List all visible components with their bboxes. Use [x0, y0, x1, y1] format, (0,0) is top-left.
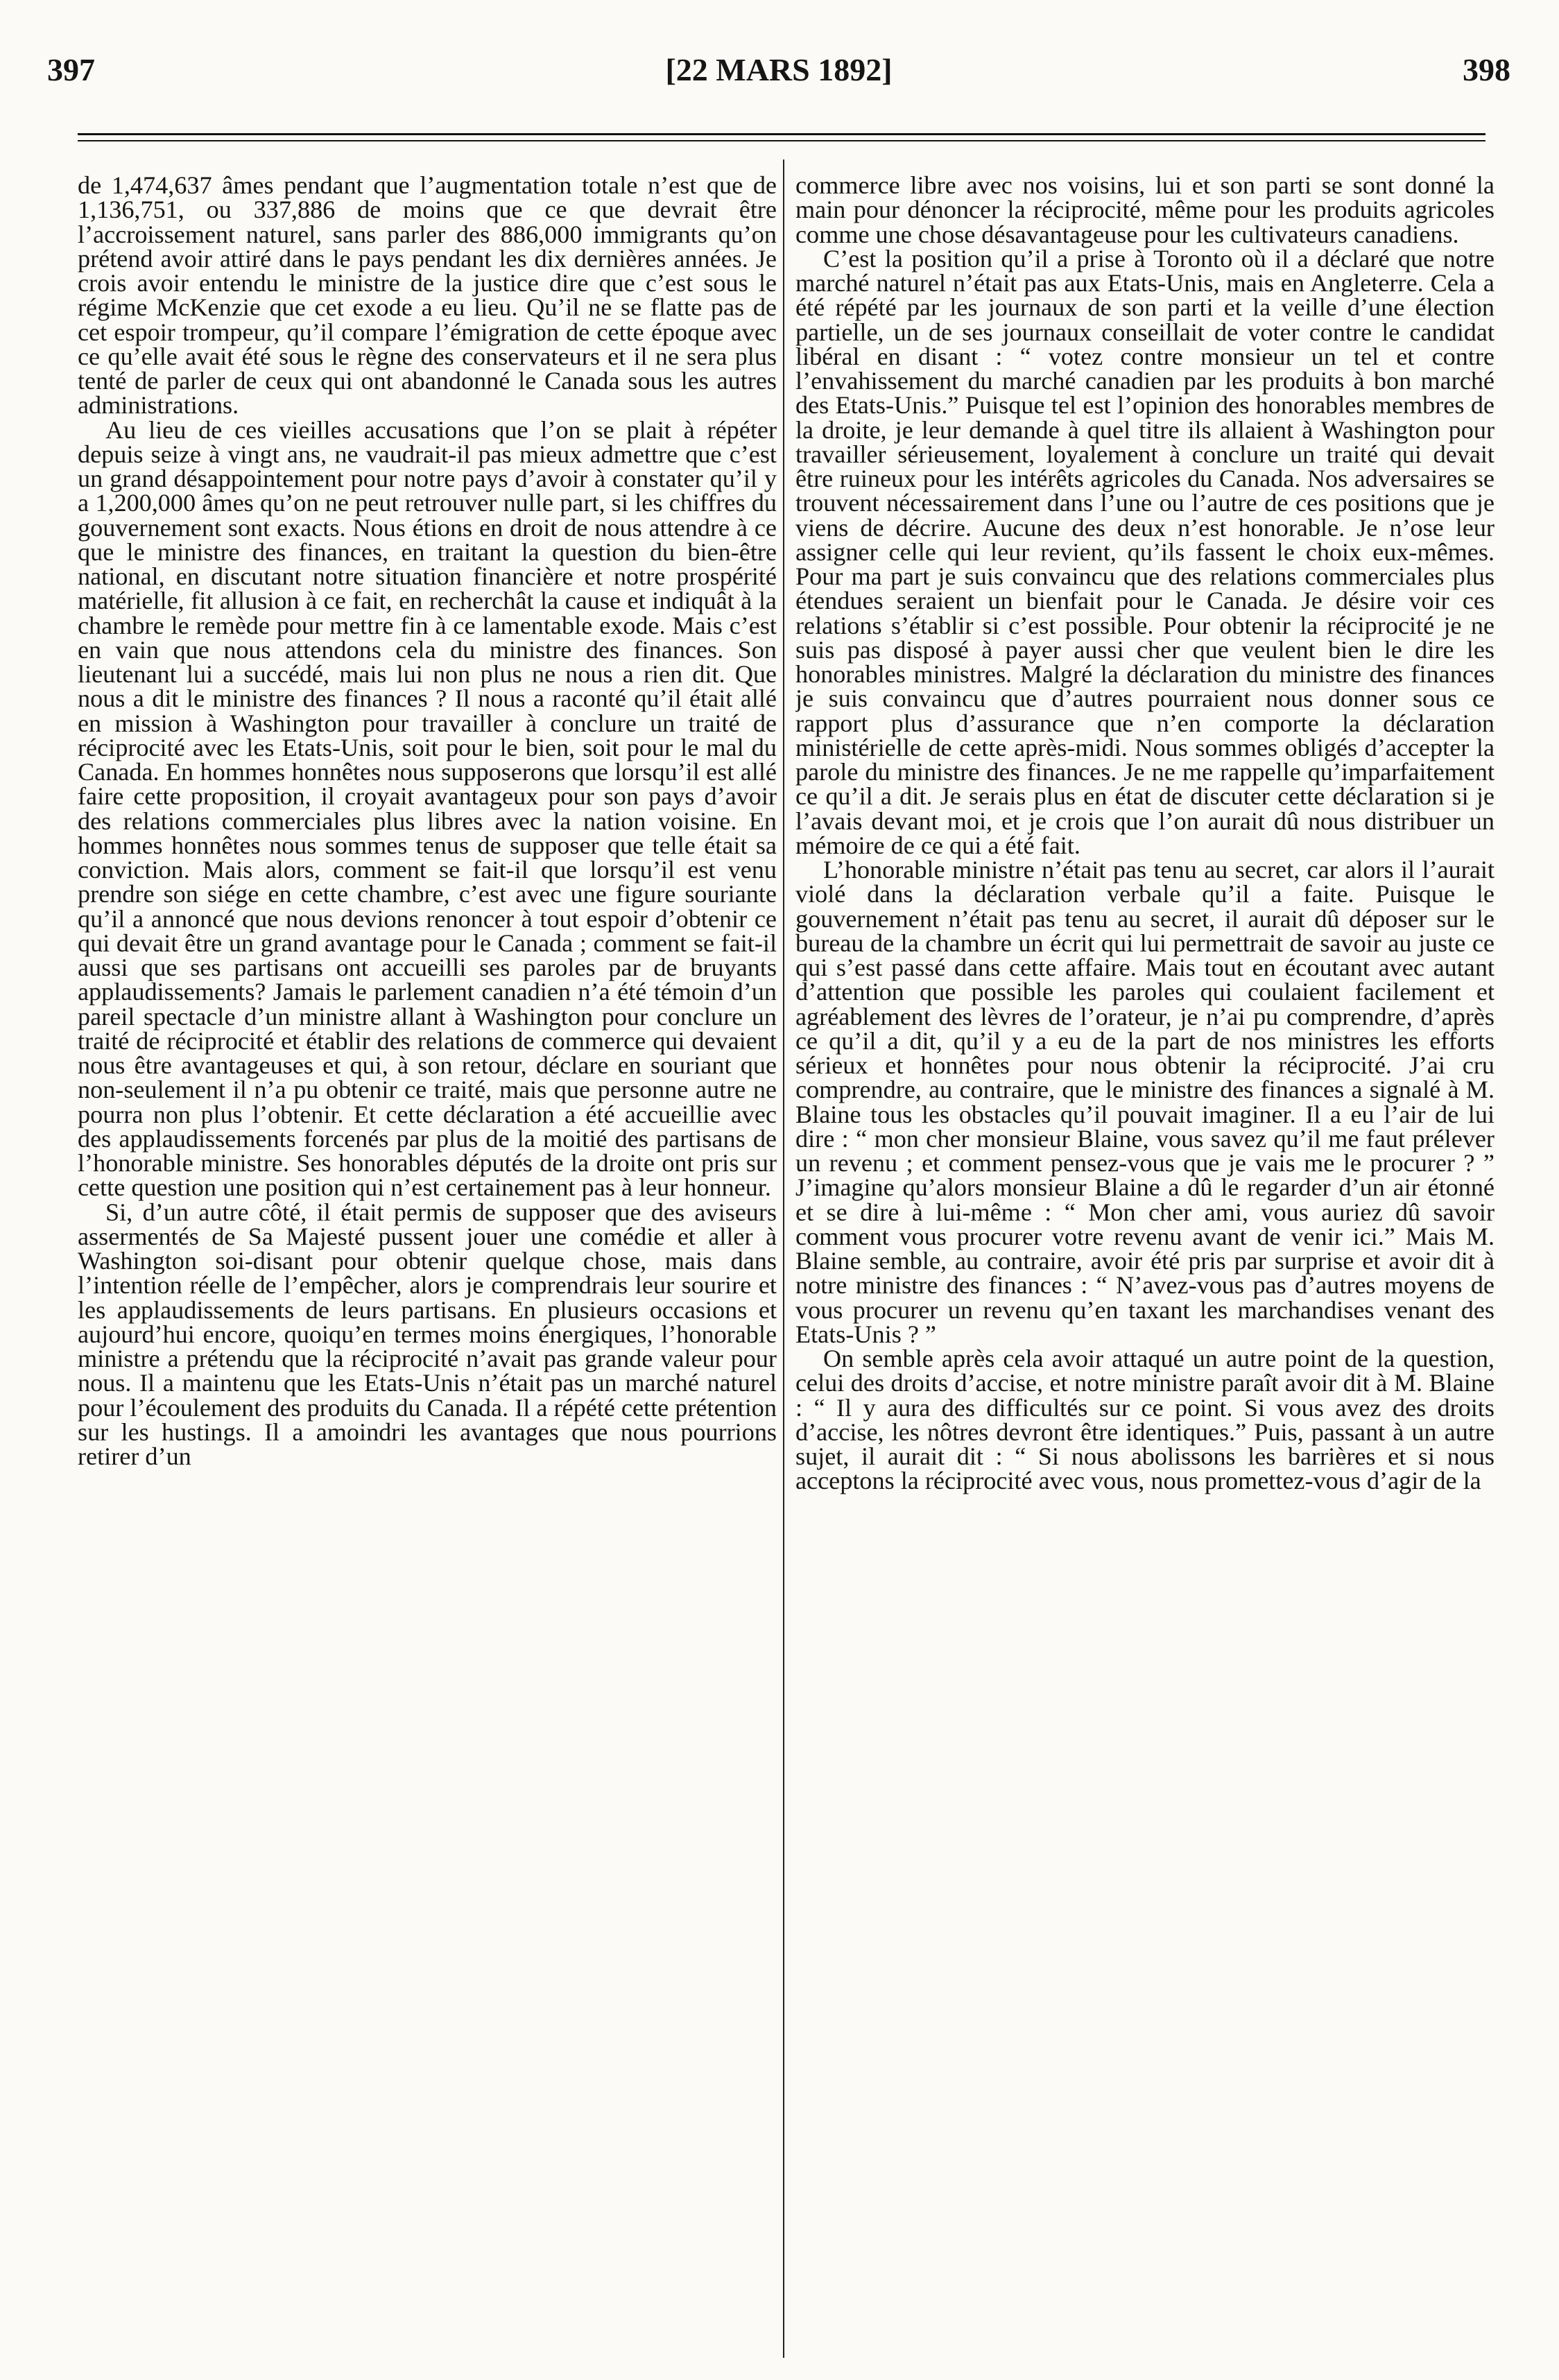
paragraph: C’est la position qu’il a prise à Toronto où il a déclaré que notre marché naturel n’était pas aux Etats-Unis, mais en Angleterre. Cela a été répété par les journaux de son parti et la veille d’une élection partielle, un de ses journaux conseillait de voter contre le candidat libéral en disant : “ votez contre monsieur un tel et contre l’envahissement du marché canadien par les produits à bon marché des Etats-Unis.” Puisque tel est l’opinion des honorables membres de la droite, je leur demande à quel titre ils allaient à Washington pour travailler sérieusement, loyalement à conclure un traité qui devait être ruineux pour les intérêts agricoles du Canada. Nos adversaires se trouvent nécessairement dans l’une ou l’autre de ces positions que je viens de décrire. Aucune des deux n’est honorable. Je n’ose leur assigner celle qui leur revient, qu’ils fassent le choix eux-mêmes. Pour ma part je suis convaincu que des relations commerciales plus étendues seraient un bienfait pour le Canada. Je désire voir ces relations s’établir si c’est possible. Pour obtenir la réciprocité je ne suis pas disposé à payer aussi cher que veulent bien le dire les honorables ministres. Malgré la déclaration du ministre des finances je suis convaincu que d’autres pourraient nous donner sous ce rapport plus d’assurance que n’en comporte la déclaration ministérielle de cette après-midi. Nous sommes obligés d’accepter la parole du ministre des finances. Je ne me rappelle qu’imparfaitement ce qu’il a dit. Je serais plus en état de discuter cette déclaration si je l’avais devant moi, et je crois que l’on aurait dû nous distribuer un mémoire de ce qui a été fait.: [795, 244, 1495, 859]
header-rule-top: [78, 133, 1485, 135]
paragraph: de 1,474,637 âmes pendant que l’augmentation totale n’est que de 1,136,751, ou 337,886 de moins que ce que devrait être l’accroissement naturel, sans parler des 886,000 immigrants qu’on prétend avoir attiré dans le pays pendant les dix dernières années. Je crois avoir entendu le ministre de la justice dire que c’est sous le régime McKenzie que cet exode a eu lieu. Qu’il ne se flatte pas de cet espoir trompeur, qu’il compare l’émigration de cette époque avec ce qu’elle avait été sous le règne des conservateurs et il ne sera plus tenté de parler de ceux qui ont abandonné le Canada sous les autres administrations.: [78, 173, 777, 420]
page-number-right: 398: [1463, 52, 1510, 87]
left-column: [78, 173, 777, 2351]
paragraph: L’honorable ministre n’était pas tenu au secret, car alors il l’aurait violé dans la déclaration verbale qu’il a faite. Puisque le gouvernement n’était pas tenu au secret, il aurait dû déposer sur le bureau de la chambre un écrit qui lui permettrait de savoir au juste ce qui s’est passé dans cette affaire. Mais tout en écoutant avec autant d’attention que possible les paroles qui coulaient facilement et agréablement des lèvres de l’orateur, je n’ai pu comprendre, d’après ce qu’il a dit, qu’il y a eu de la part de nos ministres les efforts sérieux et honnêtes pour nous obtenir la réciprocité. J’ai cru comprendre, au contraire, que le ministre des finances a signalé à M. Blaine tous les obstacles qu’il pouvait imaginer. Il a eu l’air de lui dire : “ mon cher monsieur Blaine, vous savez qu’il me faut prélever un revenu ; et comment pensez-vous que je vais me le procurer ? ” J’imagine qu’alors monsieur Blaine a dû le regarder d’un air étonné et se dire à lui-même : “ Mon cher ami, vous auriez dû savoir comment vous procurer votre revenu avant de venir ici.” Mais M. Blaine semble, au contraire, avoir été pris par surprise et avoir dit à notre ministre des finances : “ N’avez-vous pas d’autres moyens de vous procurer un revenu qu’en taxant les marchandises venant des Etats-Unis ? ”: [795, 856, 1495, 1348]
header-rule-bottom: [78, 140, 1485, 141]
page-number-left: 397: [47, 52, 95, 87]
paragraph: On semble après cela avoir attaqué un autre point de la question, celui des droits d’accise, et notre ministre paraît avoir dit à M. Blaine : “ Il y aura des difficultés sur ce point. Si vous avez des droits d’accise, les nôtres devront être identiques.” Puis, passant à un autre sujet, il aurait dit : “ Si nous abolissons les barrières et si nous acceptons la réciprocité avec vous, nous promettez-vous d’agir de la: [795, 1345, 1495, 1495]
paragraph: Au lieu de ces vieilles accusations que l’on se plait à répéter depuis seize à vingt ans, ne vaudrait-il pas mieux admettre que c’est un grand désappointement pour notre pays d’avoir à constater qu’il y a 1,200,000 âmes qu’on ne peut retrouver nulle part, si les chiffres du gouvernement sont exacts. Nous étions en droit de nous attendre à ce que le ministre des finances, en traitant la question du bien-être national, en discutant notre situation financière et notre prospérité matérielle, fit allusion à ce fait, en recherchât la cause et indiquât à la chambre le remède pour mettre fin à ce lamentable exode. Mais c’est en vain que nous attendons cela du ministre des finances. Son lieutenant lui a succédé, mais lui non plus ne nous a rien dit. Que nous a dit le ministre des finances ? Il nous a raconté qu’il était allé en mission à Washington pour travailler à conclure un traité de réciprocité avec les Etats-Unis, soit pour le bien, soit pour le mal du Canada. En hommes honnêtes nous supposerons que lorsqu’il est allé faire cette proposition, il croyait avantageux pour son pays d’avoir des relations commerciales plus libres avec la nation voisine. En hommes honnêtes nous sommes tenus de supposer que telle était sa conviction. Mais alors, comment se fait-il que lorsqu’il est venu prendre son siége en cette chambre, c’est avec une figure souriante qu’il a annoncé que nous devions renoncer à tout espoir d’obtenir ce qui devait être un grand avantage pour le Canada ; comment se fait-il aussi que ses partisans ont accueilli ses paroles par de bruyants applaudissements? Jamais le parlement canadien n’a été témoin d’un pareil spectacle d’un ministre allant à Washington pour conclure un traité de réciprocité et établir des relations de commerce qui devaient nous être avantageuses et qui, à son retour, déclare en souriant que non-seulement il n’a pu obtenir ce traité, mais que personne autre ne pourra non plus l’obtenir. Et cette déclaration a été accueillie avec des applaudissements forcenés par plus de la moitié des partisans de l’honorable ministre. Ses honorables députés de la droite ont pris sur cette question une position qui n’est certainement pas à leur honneur.: [78, 415, 777, 1202]
page-header: [47, 51, 1510, 100]
right-column: [795, 173, 1495, 2351]
header-date: [22 MARS 1892]: [665, 52, 893, 87]
paragraph: Si, d’un autre côté, il était permis de supposer que des aviseurs assermentés de Sa Majesté pussent jouer une comédie et aller à Washington soi-disant pour obtenir quelque chose, mais dans l’intention réelle de l’empêcher, alors je comprendrais leur sourire et les applaudissements de leurs partisans. En plusieurs occasions et aujourd’hui encore, quoiqu’en termes moins énergiques, l’honorable ministre a prétendu que la réciprocité n’avait pas grande valeur pour nous. Il a maintenu que les Etats-Unis n’était pas un marché naturel pour l’écoulement des produits du Canada. Il a répété cette prétention sur les hustings. Il a amoindri les avantages que nous pourrions retirer d’un: [78, 1198, 777, 1470]
paragraph: commerce libre avec nos voisins, lui et son parti se sont donné la main pour dénoncer la réciprocité, même pour les produits agricoles comme une chose désavantageuse pour les cultivateurs canadiens.: [795, 173, 1495, 248]
column-divider: [783, 159, 784, 2358]
